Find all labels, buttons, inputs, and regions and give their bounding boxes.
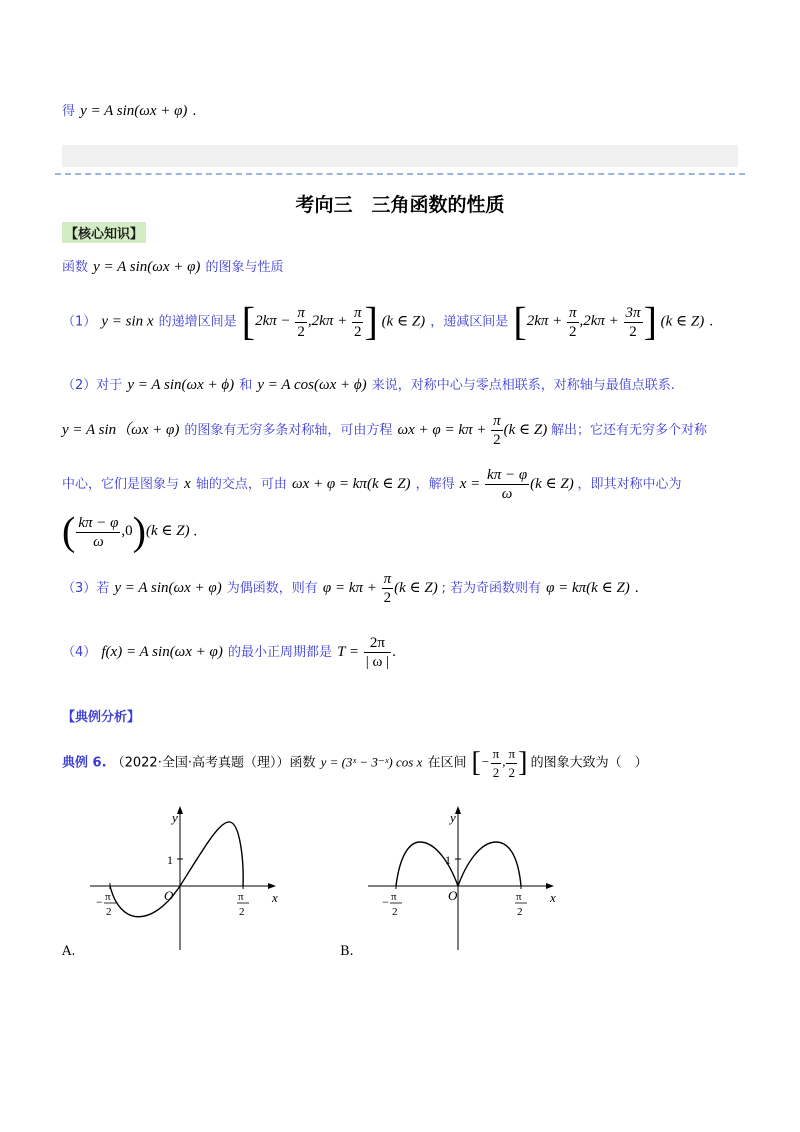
p1-t2: ，递减区间是	[430, 314, 509, 330]
section-divider	[55, 173, 745, 175]
period-T: T =	[337, 643, 360, 660]
axis-eq-text: ωx + φ = kπ +	[397, 421, 487, 438]
example-tag: 【典例分析】	[62, 710, 141, 725]
p2b-t1: 的图象有无穷多条对称轴，可由方程	[184, 422, 393, 438]
example-label: 典例 6.	[62, 755, 107, 771]
graph-a-x-arrow	[268, 883, 276, 889]
graph-a-left-sign: −	[96, 895, 103, 909]
graph-b-right-den: 2	[517, 906, 523, 918]
p2c-t4: ，即其对称中心为	[577, 476, 682, 492]
graph-a-y-arrow	[177, 806, 183, 814]
option-b-label[interactable]: B.	[340, 944, 354, 959]
graph-a-left-den: 2	[106, 906, 112, 918]
point-4	[62, 634, 396, 671]
p2c-eq: ωx + φ = kπ(k ∈ Z)	[291, 475, 411, 492]
p3-end: .	[634, 579, 639, 596]
p2c-t3: ，解得	[415, 476, 455, 492]
p1-kz-1: (k ∈ Z)	[381, 313, 426, 330]
example-interval: [− $\frac{\pi}{2}$ , $\frac{\pi}{2}$ ]	[471, 746, 528, 780]
solution-formula: x = $\frac{k\pi - \varphi}{\omega}$ (k ∈ Z)	[459, 467, 578, 502]
p1-kz-2: (k ∈ Z)	[660, 313, 705, 330]
p2b-f: y = A sin（ωx + φ)	[62, 421, 180, 438]
graph-b-left-sign: −	[382, 895, 389, 909]
graph-a-x-label: x	[272, 890, 278, 905]
graph-a-one: 1	[167, 853, 173, 867]
p4-f: f(x) = A sin(ωx + φ)	[101, 643, 223, 660]
period-den: | ω |	[365, 654, 390, 670]
p2-text: 来说，对称中心与零点相联系，对称轴与最值点联系.	[371, 378, 675, 393]
gray-band	[62, 145, 738, 167]
graph-a-right-num: π	[238, 891, 244, 903]
center-end: .	[193, 523, 198, 540]
graph-a-right-den: 2	[239, 906, 245, 918]
graph-b	[358, 800, 578, 960]
point-2	[62, 374, 675, 394]
graph-a-curve	[110, 822, 243, 917]
graph-b-x-label: x	[550, 890, 556, 905]
p4-t1: 的最小正周期都是	[227, 644, 332, 660]
point-2c	[62, 466, 681, 503]
center-formula: ( $\frac{k\pi - \varphi}{\omega}$ ,0)(k ∈ Z)	[62, 509, 194, 554]
option-a-label[interactable]: A.	[62, 944, 76, 959]
increasing-interval: [2kπ − $\frac{\pi}{2}$ ,2kπ + $\frac{\pi}{2}$ ]	[241, 299, 378, 344]
example-t1: 在区间	[427, 755, 467, 771]
example-line	[62, 745, 648, 782]
section-title: 考向三 三角函数的性质	[295, 194, 505, 216]
intro-line	[62, 256, 284, 276]
example-f: y = (3ˣ − 3⁻ˣ) cos x	[320, 754, 423, 770]
period-formula: T = $\frac{2\pi}{| \omega |}$ .	[337, 635, 396, 670]
even-condition: φ = kπ + $\frac{\pi}{2}$ (k ∈ Z)	[322, 571, 442, 606]
graph-b-left-num: π	[391, 891, 397, 903]
p3-label: （3）若	[62, 580, 110, 596]
p1-t1: 的递增区间是	[158, 314, 237, 330]
p3-f: y = A sin(ωx + φ)	[114, 579, 222, 596]
p2-and: 和	[239, 378, 253, 393]
graph-b-y-arrow	[455, 806, 461, 814]
p2-f2: y = A cos(ωx + ϕ)	[257, 377, 367, 393]
point-3	[62, 570, 639, 607]
graph-b-one: 1	[445, 853, 451, 867]
graph-b-right-num: π	[516, 891, 522, 903]
p2c-t1: 中心，它们是图象与	[62, 476, 180, 492]
intro-suffix: 的图象与性质	[205, 260, 284, 275]
point-2b	[62, 412, 707, 449]
p1-fn: y = sin x	[101, 313, 154, 330]
p3-t2: ; 若为奇函数则有	[441, 580, 541, 596]
p1-end: .	[709, 313, 714, 330]
intro-prefix: 函数	[62, 260, 89, 275]
top-line-prefix: 得	[62, 104, 76, 119]
graph-a-origin: O	[164, 888, 174, 903]
graph-a	[80, 800, 300, 960]
core-knowledge-tag: 【核心知识】	[62, 222, 146, 243]
point-1	[62, 299, 714, 344]
p1-label: （1）	[62, 314, 97, 330]
graph-a-left-num: π	[105, 891, 111, 903]
p3-odd: φ = kπ(k ∈ Z)	[546, 579, 630, 596]
graph-b-left-den: 2	[392, 906, 398, 918]
example-t2: 的图象大致为（ ）	[530, 755, 648, 771]
example-source: （2022·全国·高考真题（理））函数	[111, 755, 316, 771]
p2-f1: y = A sin(ωx + ϕ)	[127, 377, 235, 393]
period-num: 2π	[364, 634, 391, 653]
top-line-suffix: .	[192, 103, 197, 119]
p2c-t2: 轴的交点，可由	[195, 476, 287, 492]
decreasing-interval: [2kπ + $\frac{\pi}{2}$ ,2kπ + $\frac{3\pi}{2}$ ]	[513, 299, 657, 344]
axis-equation: ωx + φ = kπ + $\frac{\pi}{2}$ (k ∈ Z)	[397, 413, 551, 448]
p2c-x: x	[184, 475, 191, 492]
graph-a-y-label: y	[172, 810, 178, 825]
graph-b-x-arrow	[546, 883, 554, 889]
p4-label: （4）	[62, 644, 97, 660]
intro-formula: y = A sin(ωx + φ)	[93, 259, 201, 275]
graph-b-origin: O	[448, 888, 458, 903]
symmetry-center	[62, 509, 198, 554]
top-line	[62, 100, 196, 120]
graph-b-y-label: y	[450, 810, 456, 825]
p2b-t2: 解出；它还有无穷多个对称	[550, 422, 707, 438]
top-line-formula: y = A sin(ωx + φ)	[80, 103, 188, 119]
p2-label: （2）对于	[62, 378, 123, 393]
p3-t1: 为偶函数，则有	[226, 580, 318, 596]
